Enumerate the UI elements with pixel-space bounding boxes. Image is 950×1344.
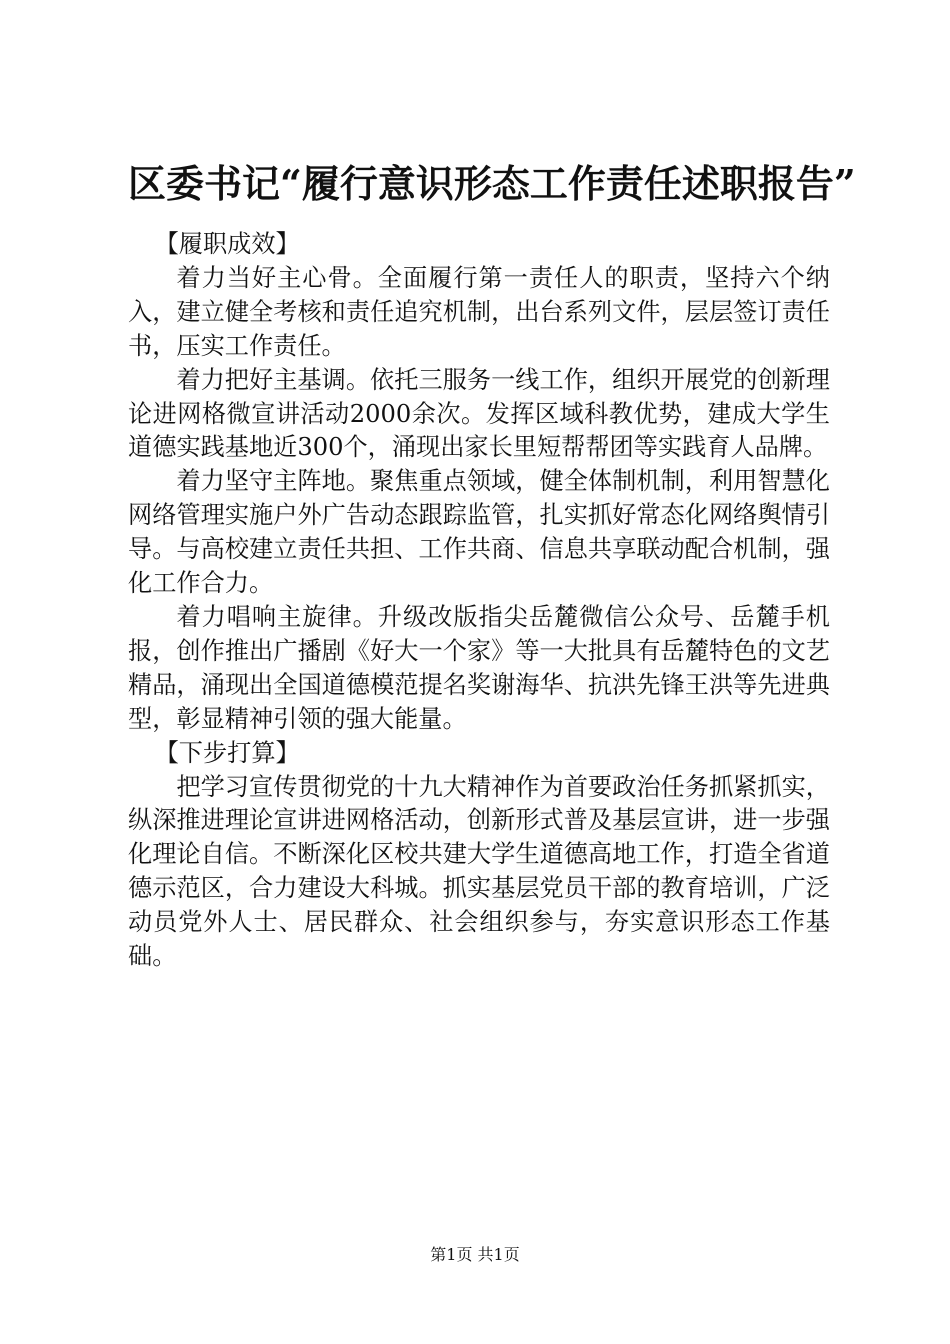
section-heading-next-steps: 【下步打算】 (154, 738, 300, 767)
paragraph-main-position: 着力坚守主阵地。聚焦重点领域，健全体制机制，利用智慧化网络管理实施户外广告动态跟踪监管，扎实抓好常态化网络舆情引导。与高校建立责任共担、工作共商、信息共享联动配合机制，强化工作合力。 (128, 467, 830, 598)
document-body (128, 228, 830, 974)
page-number-footer: 第1页 共1页 (430, 1245, 520, 1264)
paragraph-main-tone: 着力把好主基调。依托三服务一线工作，组织开展党的创新理论进网格微宣讲活动2000余次。发挥区域科教优势，建成大学生道德实践基地近300个，涌现出家长里短帮帮团等实践育人品牌。 (128, 365, 830, 462)
paragraph-next-plan: 把学习宣传贯彻党的十九大精神作为首要政治任务抓紧抓实，纵深推进理论宣讲进网格活动，创新形式普及基层宣讲，进一步强化理论自信。不断深化区校共建大学生道德高地工作，打造全省道德示范区，合力建设大科城。抓实基层党员干部的教育培训，广泛动员党外人士、居民群众、社会组织参与，夯实意识形态工作基础。 (128, 772, 830, 971)
section-heading-achievements: 【履职成效】 (154, 230, 300, 258)
document-title: 区委书记“履行意识形态工作责任述职报告” (128, 161, 856, 206)
paragraph-main-melody: 着力唱响主旋律。升级改版指尖岳麓微信公众号、岳麓手机报，创作推出广播剧《好大一个家》等一大批具有岳麓特色的文艺精品，涌现出全国道德模范提名奖谢海华、抗洪先锋王洪等先进典型，彰显精神引领的强大能量。 (128, 602, 830, 733)
paragraph-core-leadership: 着力当好主心骨。全面履行第一责任人的职责，坚持六个纳入，建立健全考核和责任追究机制，出台系列文件，层层签订责任书，压实工作责任。 (128, 263, 830, 360)
